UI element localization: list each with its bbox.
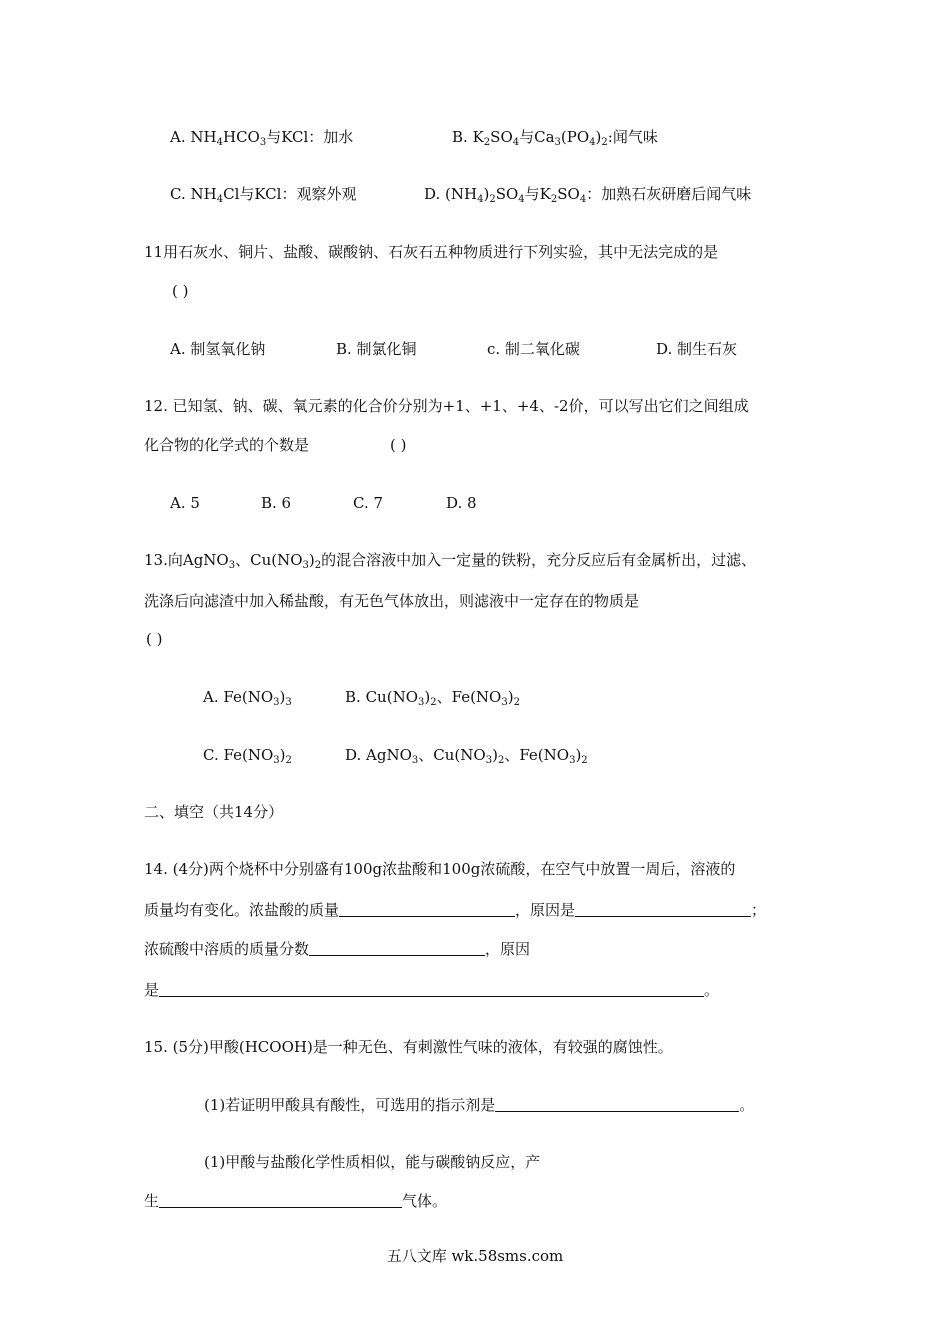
- q12-stem-line2: 化合物的化学式的个数是: [144, 436, 310, 454]
- q14-stem-line4: 是 。: [144, 981, 720, 999]
- q14-blank-fraction[interactable]: [309, 939, 485, 956]
- q14-stem-line2: 质量均有变化。浓盐酸的质量 ，原因是 ；: [144, 901, 767, 919]
- q12-stem-line1: 12. 已知氢、钠、碳、氧元素的化合价分别为+1、+1、+4、-2价，可以写出它们之间组成: [144, 397, 749, 415]
- q12-answer-paren: ( ): [390, 436, 407, 454]
- q15-stem: 15. (5分)甲酸(HCOOH)是一种无色、有刺激性气味的液体，有较强的腐蚀性。: [144, 1038, 673, 1056]
- q12-option-b: B. 6: [261, 494, 292, 512]
- q12-option-c: C. 7: [353, 494, 384, 512]
- q10-option-d: D. $(NH_4)_2SO_4$与$K_2SO_4$：加熟石灰研磨后闻气味: [424, 185, 752, 205]
- q13-option-d: D. AgNO$_3$、$Cu(NO_3)_2$、$Fe(NO_3)_2$: [345, 746, 588, 766]
- q11-option-a: A. 制氢氧化钠: [170, 340, 266, 358]
- q13-option-b: B. $Cu(NO_3)_2$、$Fe(NO_3)_2$: [345, 688, 520, 708]
- q13-stem-line2: 洗涤后向滤渣中加入稀盐酸，有无色气体放出，则滤液中一定存在的物质是: [144, 592, 640, 610]
- q10-option-a: A. $NH_4HCO_3$与KCl：加水: [170, 128, 354, 148]
- q11-stem: 11用石灰水、铜片、盐酸、碳酸钠、石灰石五种物质进行下列实验，其中无法完成的是: [144, 243, 719, 261]
- q15-blank-indicator[interactable]: [495, 1095, 739, 1112]
- q15-sub1: (1)若证明甲酸具有酸性，可选用的指示剂是 。: [204, 1096, 755, 1114]
- q11-option-c: c. 制二氧化碳: [487, 340, 580, 358]
- q10-option-c: C. $NH_4Cl$与KCl：观察外观: [170, 185, 357, 205]
- q13-option-c: C. $Fe(NO_3)_2$: [203, 746, 292, 766]
- q10-option-b: B. $K_2SO_4$与$Ca_3(PO_4)_2$:闻气味: [452, 128, 658, 148]
- q13-option-a: A. $Fe(NO_3)_3$: [203, 688, 292, 708]
- q11-option-b: B. 制氯化铜: [336, 340, 417, 358]
- q15-blank-gas[interactable]: [159, 1191, 402, 1208]
- q14-blank-mass[interactable]: [339, 900, 515, 917]
- q13-stem-line1: 13.向AgNO$_3$、$Cu(NO_3)_2$的混合溶液中加入一定量的铁粉，充分反应后有金属析出，过滤、: [144, 551, 757, 571]
- footer-watermark: 五八文库 wk.58sms.com: [386, 1247, 564, 1265]
- q13-answer-paren: ( ): [146, 630, 163, 648]
- q14-stem-line3: 浓硫酸中溶质的质量分数 ，原因: [144, 940, 531, 958]
- q11-option-d: D. 制生石灰: [656, 340, 738, 358]
- q11-answer-paren: ( ): [172, 282, 189, 300]
- section-2-title: 二、填空（共14分）: [144, 803, 284, 821]
- q14-blank-reason1[interactable]: [575, 900, 751, 917]
- q15-sub2: (1)甲酸与盐酸化学性质相似，能与碳酸钠反应，产: [204, 1153, 541, 1171]
- q14-stem-line1: 14. (4分)两个烧杯中分别盛有100g浓盐酸和100g浓硫酸，在空气中放置一周后，溶液的: [144, 860, 736, 878]
- q12-option-a: A. 5: [170, 494, 200, 512]
- q15-sub2-cont: 生 气体。: [144, 1192, 448, 1210]
- q12-option-d: D. 8: [446, 494, 477, 512]
- q14-blank-reason2[interactable]: [159, 980, 704, 997]
